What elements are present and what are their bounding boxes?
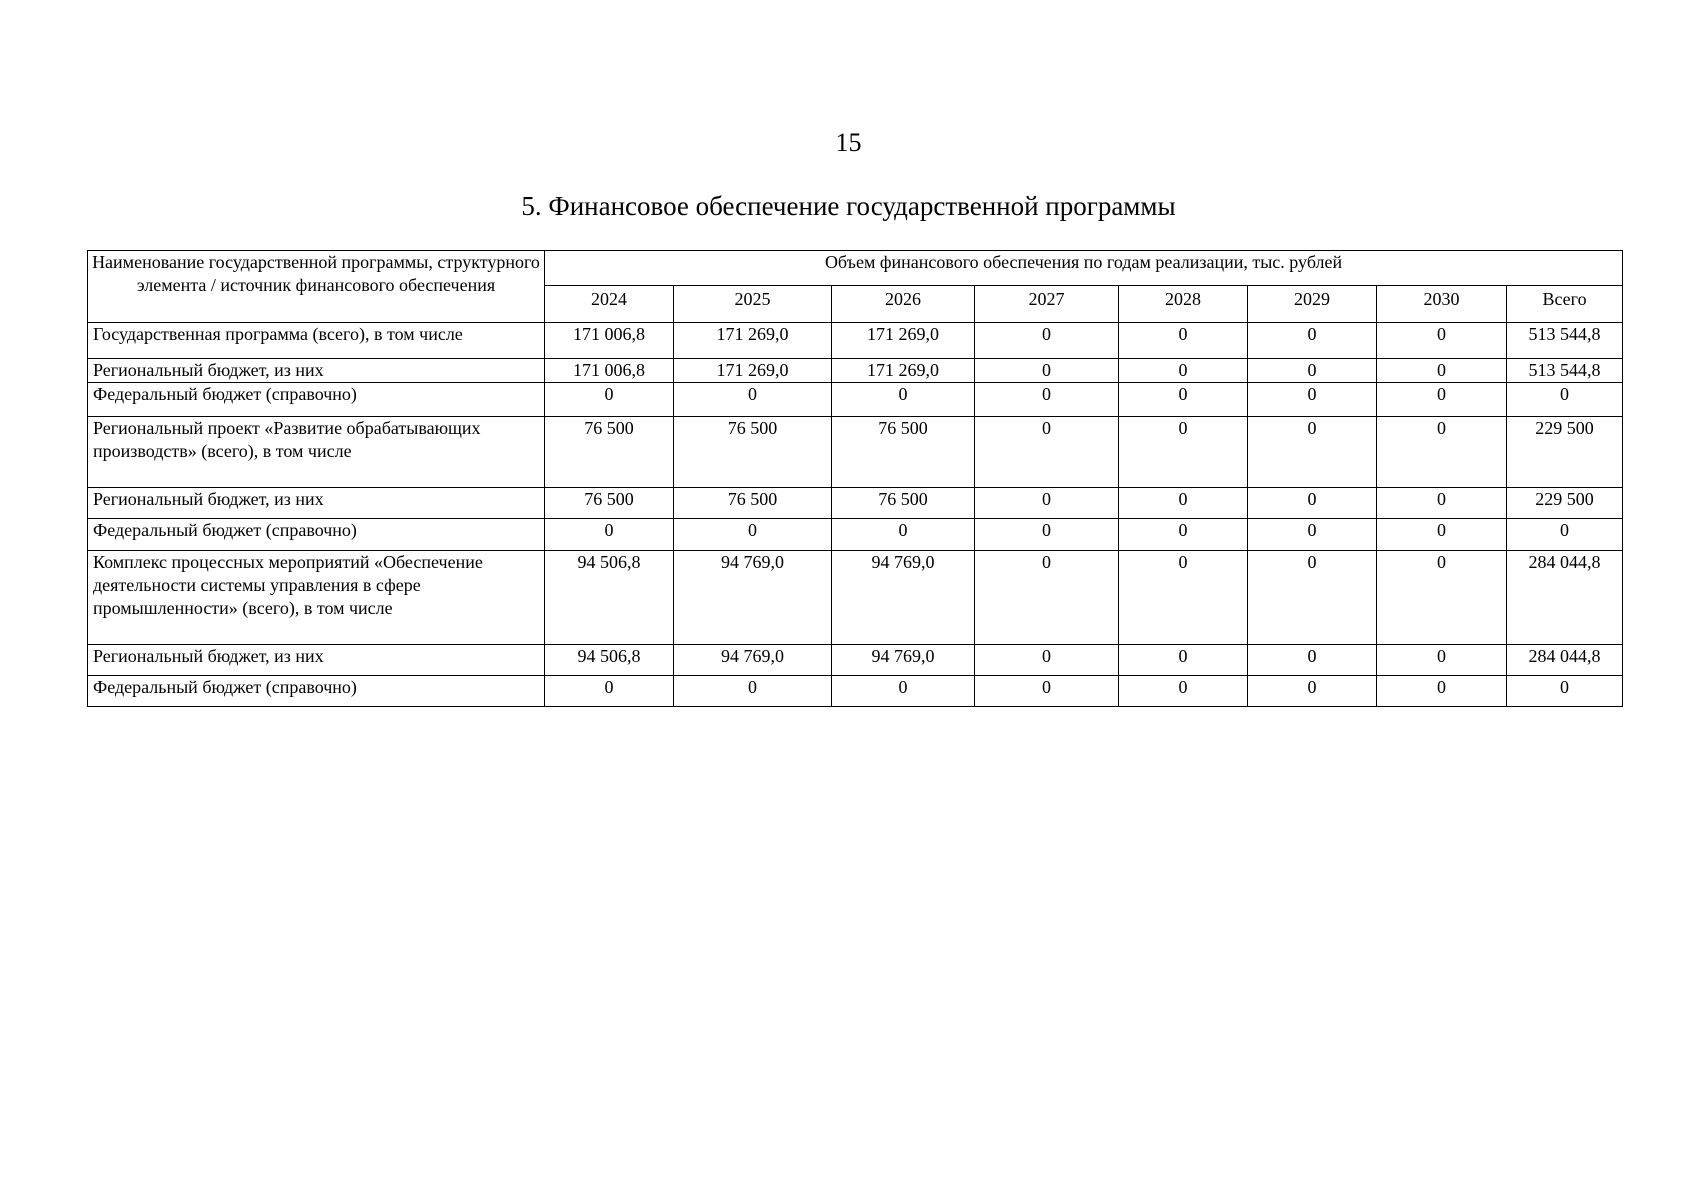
cell-2024: 0	[545, 383, 674, 417]
cell-2026: 0	[832, 383, 975, 417]
header-year-2026: 2026	[832, 286, 975, 323]
cell-2026: 171 269,0	[832, 359, 975, 383]
cell-2028: 0	[1119, 488, 1248, 519]
cell-2026: 0	[832, 676, 975, 707]
table-row	[88, 417, 1623, 488]
cell-2024: 94 506,8	[545, 551, 674, 645]
cell-2030: 0	[1377, 488, 1507, 519]
row-name: Комплекс процессных мероприятий «Обеспечение деятельности системы управления в сфере промышленности» (всего), в том числе	[88, 551, 545, 645]
table-row	[88, 383, 1623, 417]
cell-total: 284 044,8	[1507, 645, 1623, 676]
cell-2027: 0	[975, 488, 1119, 519]
cell-total: 513 544,8	[1507, 359, 1623, 383]
cell-2027: 0	[975, 417, 1119, 488]
header-year-2030: 2030	[1377, 286, 1507, 323]
header-year-2027: 2027	[975, 286, 1119, 323]
header-year-2025: 2025	[674, 286, 832, 323]
header-year-2028: 2028	[1119, 286, 1248, 323]
cell-2024: 0	[545, 676, 674, 707]
header-year-2029: 2029	[1248, 286, 1377, 323]
table-row	[88, 645, 1623, 676]
table-row	[88, 323, 1623, 359]
cell-2028: 0	[1119, 323, 1248, 359]
cell-2025: 0	[674, 519, 832, 551]
cell-2030: 0	[1377, 551, 1507, 645]
header-year-2024: 2024	[545, 286, 674, 323]
header-total: Всего	[1507, 286, 1623, 323]
cell-2028: 0	[1119, 417, 1248, 488]
cell-2026: 0	[832, 519, 975, 551]
cell-2025: 76 500	[674, 417, 832, 488]
cell-2024: 0	[545, 519, 674, 551]
cell-total: 229 500	[1507, 417, 1623, 488]
cell-2024: 76 500	[545, 488, 674, 519]
cell-total: 0	[1507, 383, 1623, 417]
cell-2027: 0	[975, 323, 1119, 359]
cell-2025: 171 269,0	[674, 323, 832, 359]
cell-2027: 0	[975, 645, 1119, 676]
cell-2025: 0	[674, 676, 832, 707]
cell-2028: 0	[1119, 383, 1248, 417]
header-row-group	[88, 251, 1623, 286]
cell-2028: 0	[1119, 676, 1248, 707]
row-name: Региональный бюджет, из них	[88, 645, 545, 676]
cell-2024: 94 506,8	[545, 645, 674, 676]
cell-2030: 0	[1377, 383, 1507, 417]
financial-table	[87, 250, 1623, 707]
row-name: Государственная программа (всего), в том числе	[88, 323, 545, 359]
table-row	[88, 551, 1623, 645]
row-name: Региональный проект «Развитие обрабатывающих производств» (всего), в том числе	[88, 417, 545, 488]
page-number: 15	[835, 128, 862, 157]
cell-2030: 0	[1377, 417, 1507, 488]
cell-2029: 0	[1248, 359, 1377, 383]
cell-2030: 0	[1377, 676, 1507, 707]
cell-2030: 0	[1377, 359, 1507, 383]
table-row	[88, 676, 1623, 707]
cell-2027: 0	[975, 676, 1119, 707]
cell-2026: 76 500	[832, 417, 975, 488]
cell-2028: 0	[1119, 645, 1248, 676]
cell-2026: 94 769,0	[832, 645, 975, 676]
cell-2026: 171 269,0	[832, 323, 975, 359]
row-name: Федеральный бюджет (справочно)	[88, 519, 545, 551]
cell-2029: 0	[1248, 417, 1377, 488]
cell-2029: 0	[1248, 383, 1377, 417]
cell-2024: 171 006,8	[545, 359, 674, 383]
cell-total: 229 500	[1507, 488, 1623, 519]
header-name-column: Наименование государственной программы, структурного элемента / источник финансового обеспечения	[88, 251, 545, 323]
cell-2030: 0	[1377, 519, 1507, 551]
cell-2027: 0	[975, 383, 1119, 417]
cell-2029: 0	[1248, 676, 1377, 707]
cell-2030: 0	[1377, 645, 1507, 676]
row-name: Федеральный бюджет (справочно)	[88, 383, 545, 417]
cell-2027: 0	[975, 519, 1119, 551]
cell-2028: 0	[1119, 359, 1248, 383]
cell-2026: 76 500	[832, 488, 975, 519]
cell-2025: 94 769,0	[674, 551, 832, 645]
cell-2027: 0	[975, 359, 1119, 383]
cell-2024: 76 500	[545, 417, 674, 488]
cell-2027: 0	[975, 551, 1119, 645]
cell-2025: 0	[674, 383, 832, 417]
cell-2024: 171 006,8	[545, 323, 674, 359]
cell-2029: 0	[1248, 645, 1377, 676]
row-name: Региональный бюджет, из них	[88, 359, 545, 383]
cell-2026: 94 769,0	[832, 551, 975, 645]
header-volume-group: Объем финансового обеспечения по годам реализации, тыс. рублей	[545, 251, 1623, 286]
table-row	[88, 359, 1623, 383]
table-row	[88, 519, 1623, 551]
cell-2029: 0	[1248, 551, 1377, 645]
cell-total: 513 544,8	[1507, 323, 1623, 359]
cell-total: 0	[1507, 519, 1623, 551]
cell-2025: 171 269,0	[674, 359, 832, 383]
cell-2030: 0	[1377, 323, 1507, 359]
table-row	[88, 488, 1623, 519]
cell-2025: 76 500	[674, 488, 832, 519]
cell-2028: 0	[1119, 551, 1248, 645]
cell-total: 284 044,8	[1507, 551, 1623, 645]
row-name: Региональный бюджет, из них	[88, 488, 545, 519]
cell-2029: 0	[1248, 519, 1377, 551]
cell-2029: 0	[1248, 323, 1377, 359]
row-name: Федеральный бюджет (справочно)	[88, 676, 545, 707]
section-title: 5. Финансовое обеспечение государственной программы	[521, 191, 1176, 221]
cell-2029: 0	[1248, 488, 1377, 519]
cell-2025: 94 769,0	[674, 645, 832, 676]
cell-2028: 0	[1119, 519, 1248, 551]
cell-total: 0	[1507, 676, 1623, 707]
